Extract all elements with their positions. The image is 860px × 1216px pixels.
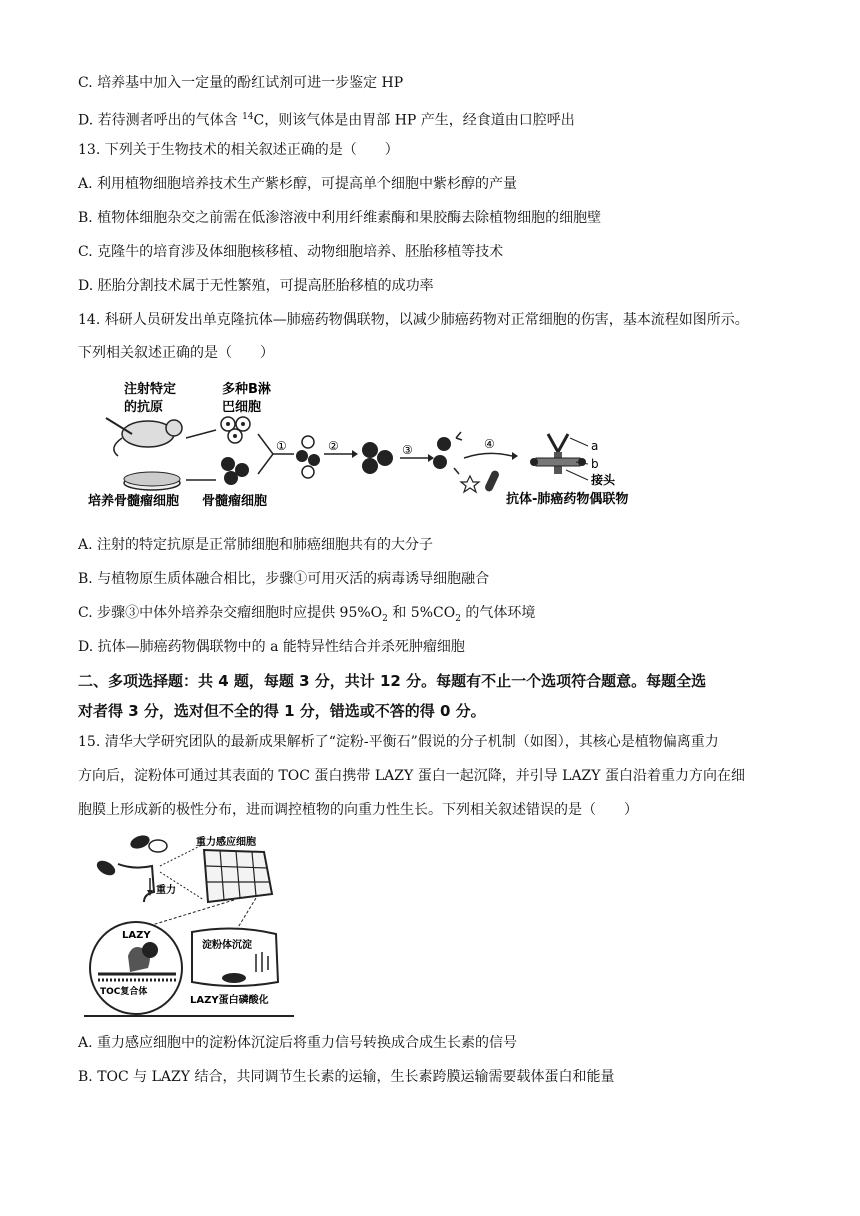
antibody-drug-conjugate-icon xyxy=(530,434,586,474)
drug-capsule-icon xyxy=(484,469,501,492)
q14c-sub-1: 2 xyxy=(382,613,388,624)
fig14-conjugate-label: 抗体-肺癌药物偶联物 xyxy=(506,492,629,507)
q12d-text: D. 若待测者呼出的气体含 xyxy=(78,112,243,129)
fig15-phosphorylation: LAZY蛋白磷酸化 xyxy=(190,995,269,1006)
fused-cells-icon xyxy=(296,436,320,478)
lazy-toc-zoom-icon xyxy=(90,922,182,1014)
q15-option-a: A. 重力感应细胞中的淀粉体沉淀后将重力信号转换成合成生长素的信号 xyxy=(78,1035,518,1051)
q13-option-c: C. 克隆牛的培育涉及体细胞核移植、动物细胞培养、胚胎移植等技术 xyxy=(78,244,504,260)
amyloplast-cell-icon xyxy=(192,928,278,986)
fig15-toc: TOC复合体 xyxy=(100,987,148,997)
q14-option-c xyxy=(78,603,535,629)
q14-stem-2: 下列相关叙述正确的是（ ） xyxy=(78,345,274,361)
q14-stem-1: 14. 科研人员研发出单克隆抗体—肺癌药物偶联物，以减少肺癌药物对正常细胞的伤害，基本流程如图所示。 xyxy=(78,312,749,328)
fig14-step-2: ② xyxy=(328,439,339,453)
myeloma-cells-icon xyxy=(221,457,249,485)
q13-option-d: D. 胚胎分割技术属于无性繁殖，可提高胚胎移植的成功率 xyxy=(78,278,434,294)
q14c-text-3: 的气体环境 xyxy=(460,605,536,621)
q15-stem-2: 方向后，淀粉体可通过其表面的 TOC 蛋白携带 LAZY 蛋白一起沉降，并引导 LAZY 蛋白沿着重力方向在细 xyxy=(78,768,745,784)
q13-option-b: B. 植物体细胞杂交之前需在低渗溶液中利用纤维素酶和果胶酶去除植物细胞的细胞壁 xyxy=(78,210,602,226)
q14-figure xyxy=(88,378,668,513)
q15-stem-1: 15. 清华大学研究团队的最新成果解析了“淀粉-平衡石”假说的分子机制（如图），其核心是植物偏离重力 xyxy=(78,734,719,750)
fig14-linker: 接头 xyxy=(591,473,616,487)
fig14-label-b: b xyxy=(591,457,599,471)
section-2-heading-1: 二、多项选择题：共 4 题，每题 3 分，共计 12 分。每题有不止一个选项符合题意。每题全选 xyxy=(78,672,707,690)
drug-star-icon xyxy=(461,476,479,492)
q14c-sub-2: 2 xyxy=(455,613,461,624)
fig14-myeloma-label: 骨髓瘤细胞 xyxy=(202,494,268,509)
q14c-text: C. 步骤③中体外培养杂交瘤细胞时应提供 95%O xyxy=(78,605,383,621)
q12-option-d xyxy=(78,107,575,131)
fig14-bcells-2: 巴细胞 xyxy=(222,400,262,415)
hybridoma-cells-icon xyxy=(362,442,393,474)
q15-figure xyxy=(84,832,294,1018)
fig14-bcells-1: 多种B淋 xyxy=(222,382,271,397)
q12d-text-2: C，则该气体是由胃部 HP 产生，经食道由口腔呼出 xyxy=(253,112,575,129)
fig15-gravity: 重力 xyxy=(156,885,176,896)
q12-option-c: C. 培养基中加入一定量的酚红试剂可进一步鉴定 HP xyxy=(78,75,404,91)
fig14-culture-label: 培养骨髓瘤细胞 xyxy=(88,494,180,509)
fig14-antigen: 的抗原 xyxy=(124,400,164,415)
culture-dish-icon xyxy=(124,472,180,490)
q14-option-b: B. 与植物原生质体融合相比，步骤①可用灭活的病毒诱导细胞融合 xyxy=(78,571,490,587)
fig14-step-4: ④ xyxy=(484,437,495,451)
fig14-step-3: ③ xyxy=(402,443,413,457)
fig15-lazy: LAZY xyxy=(122,930,151,941)
q13-option-a: A. 利用植物细胞培养技术生产紫杉醇，可提高单个细胞中紫杉醇的产量 xyxy=(78,176,518,192)
q15-option-b: B. TOC 与 LAZY 结合，共同调节生长素的运输，生长素跨膜运输需要载体蛋白和能量 xyxy=(78,1069,615,1085)
fig14-step-1: ① xyxy=(276,439,287,453)
antibody-secreting-cells-icon xyxy=(433,432,462,474)
gravity-sensing-cells-icon xyxy=(204,850,272,902)
mouse-icon xyxy=(106,418,182,456)
fig15-amyloplast: 淀粉体沉淀 xyxy=(202,940,252,951)
q14-option-d: D. 抗体—肺癌药物偶联物中的 a 能特异性结合并杀死肿瘤细胞 xyxy=(78,639,465,655)
fig14-label-a: a xyxy=(591,439,599,453)
q14c-text-2: 和 5%CO xyxy=(387,605,456,621)
q13-stem: 13. 下列关于生物技术的相关叙述正确的是（ ） xyxy=(78,142,399,158)
fig15-sensing-cells: 重力感应细胞 xyxy=(196,837,256,848)
q15-stem-3: 胞膜上形成新的极性分布，进而调控植物的向重力性生长。下列相关叙述错误的是（ ） xyxy=(78,802,638,818)
b-cells-icon xyxy=(221,417,250,443)
q12d-sup: 14 xyxy=(242,112,254,122)
section-2-heading-2: 对者得 3 分，选对但不全的得 1 分，错选或不答的得 0 分。 xyxy=(78,702,486,720)
q14-option-a: A. 注射的特定抗原是正常肺细胞和肺癌细胞共有的大分子 xyxy=(78,537,434,553)
fig14-inject: 注射特定 xyxy=(124,382,177,397)
